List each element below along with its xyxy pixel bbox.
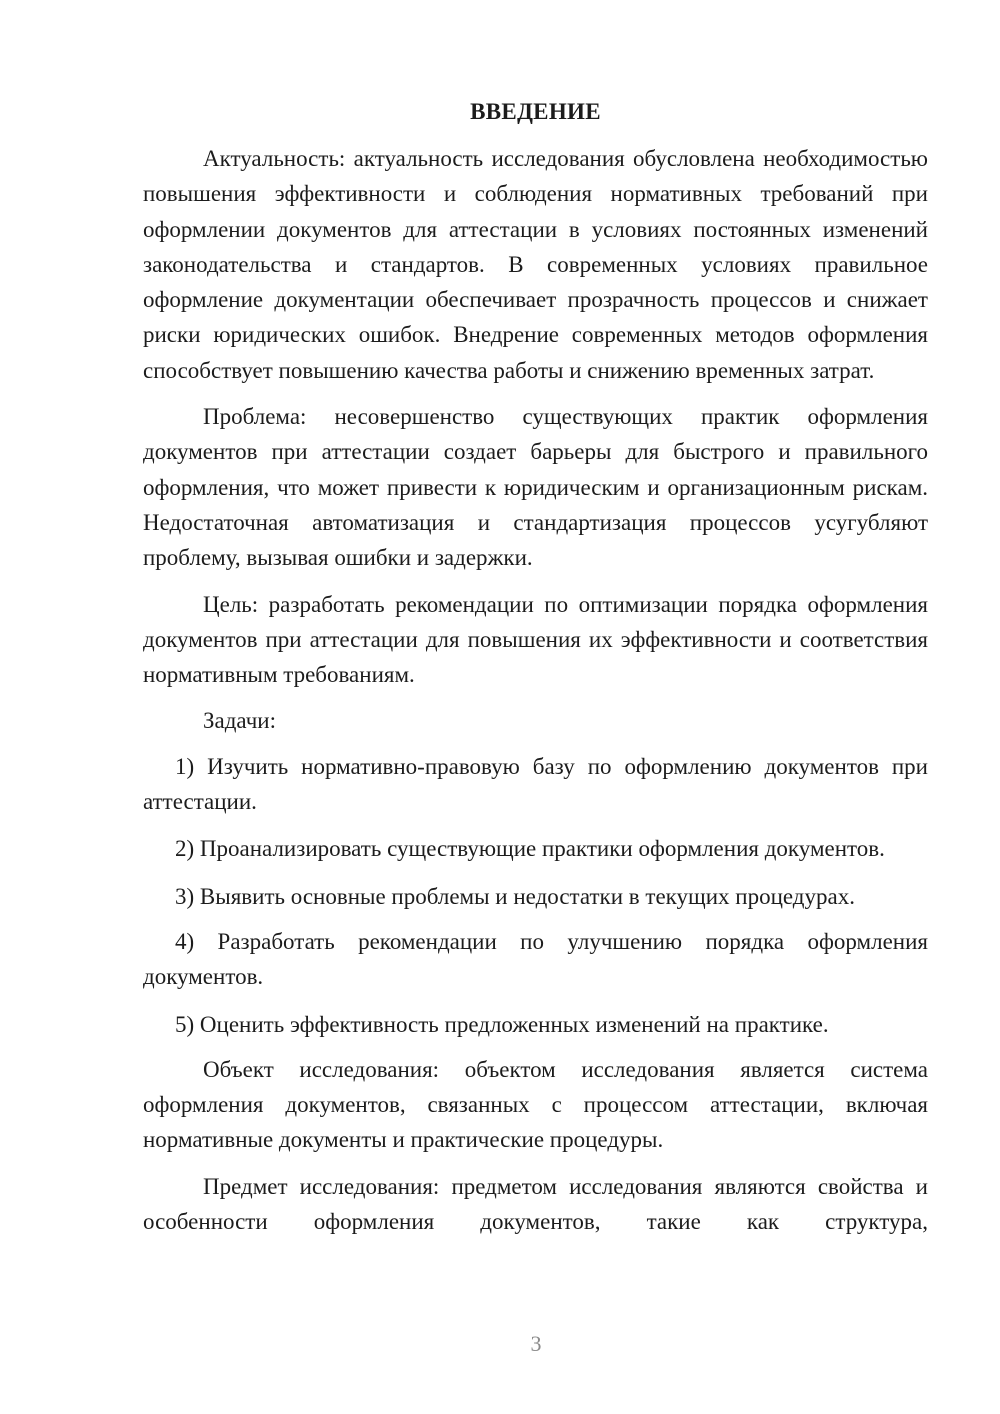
subject-paragraph: Предмет исследования: предметом исследования являются свойства и особенности оформления документов, такие как структура,: [143, 1173, 928, 1235]
task-item-3: 3) Выявить основные проблемы и недостатки в текущих процедурах.: [175, 883, 855, 909]
page-number: 3: [530, 1331, 542, 1356]
relevance-paragraph: Актуальность: актуальность исследования обусловлена необходимостью повышения эффективности и соблюдения нормативных требований при оформлении документов для аттестации в условиях постоянных изменений законодательства и стандартов. В современных условиях правильное оформление документации обеспечивает прозрачность процессов и снижает риски юридических ошибок. Внедрение современных методов оформления способствует повышению качества работы и снижению временных затрат.: [143, 146, 928, 383]
tasks-heading: Задачи:: [203, 708, 276, 734]
task-item-1: 1) Изучить нормативно-правовую базу по оформлению документов при аттестации.: [143, 753, 928, 815]
problem-paragraph: Проблема: несовершенство существующих практик оформления документов при аттестации создает барьеры для быстрого и правильного оформления, что может привести к юридическим и организационным рискам. Недостаточная автоматизация и стандартизация процессов усугубляют проблему, вызывая ошибки и задержки.: [143, 404, 928, 571]
task-item-5: 5) Оценить эффективность предложенных изменений на практике.: [175, 1011, 829, 1037]
object-paragraph: Объект исследования: объектом исследования является система оформления документов, связанных с процессом аттестации, включая нормативные документы и практические процедуры.: [143, 1056, 928, 1153]
goal-paragraph: Цель: разработать рекомендации по оптимизации порядка оформления документов при аттестации для повышения их эффективности и соответствия нормативным требованиям.: [143, 591, 928, 688]
section-title: ВВЕДЕНИЕ: [470, 99, 601, 124]
page-body: [143, 94, 928, 1239]
task-item-4: 4) Разработать рекомендации по улучшению порядка оформления документов.: [143, 928, 928, 990]
task-item-2: 2) Проанализировать существующие практики оформления документов.: [175, 836, 885, 862]
